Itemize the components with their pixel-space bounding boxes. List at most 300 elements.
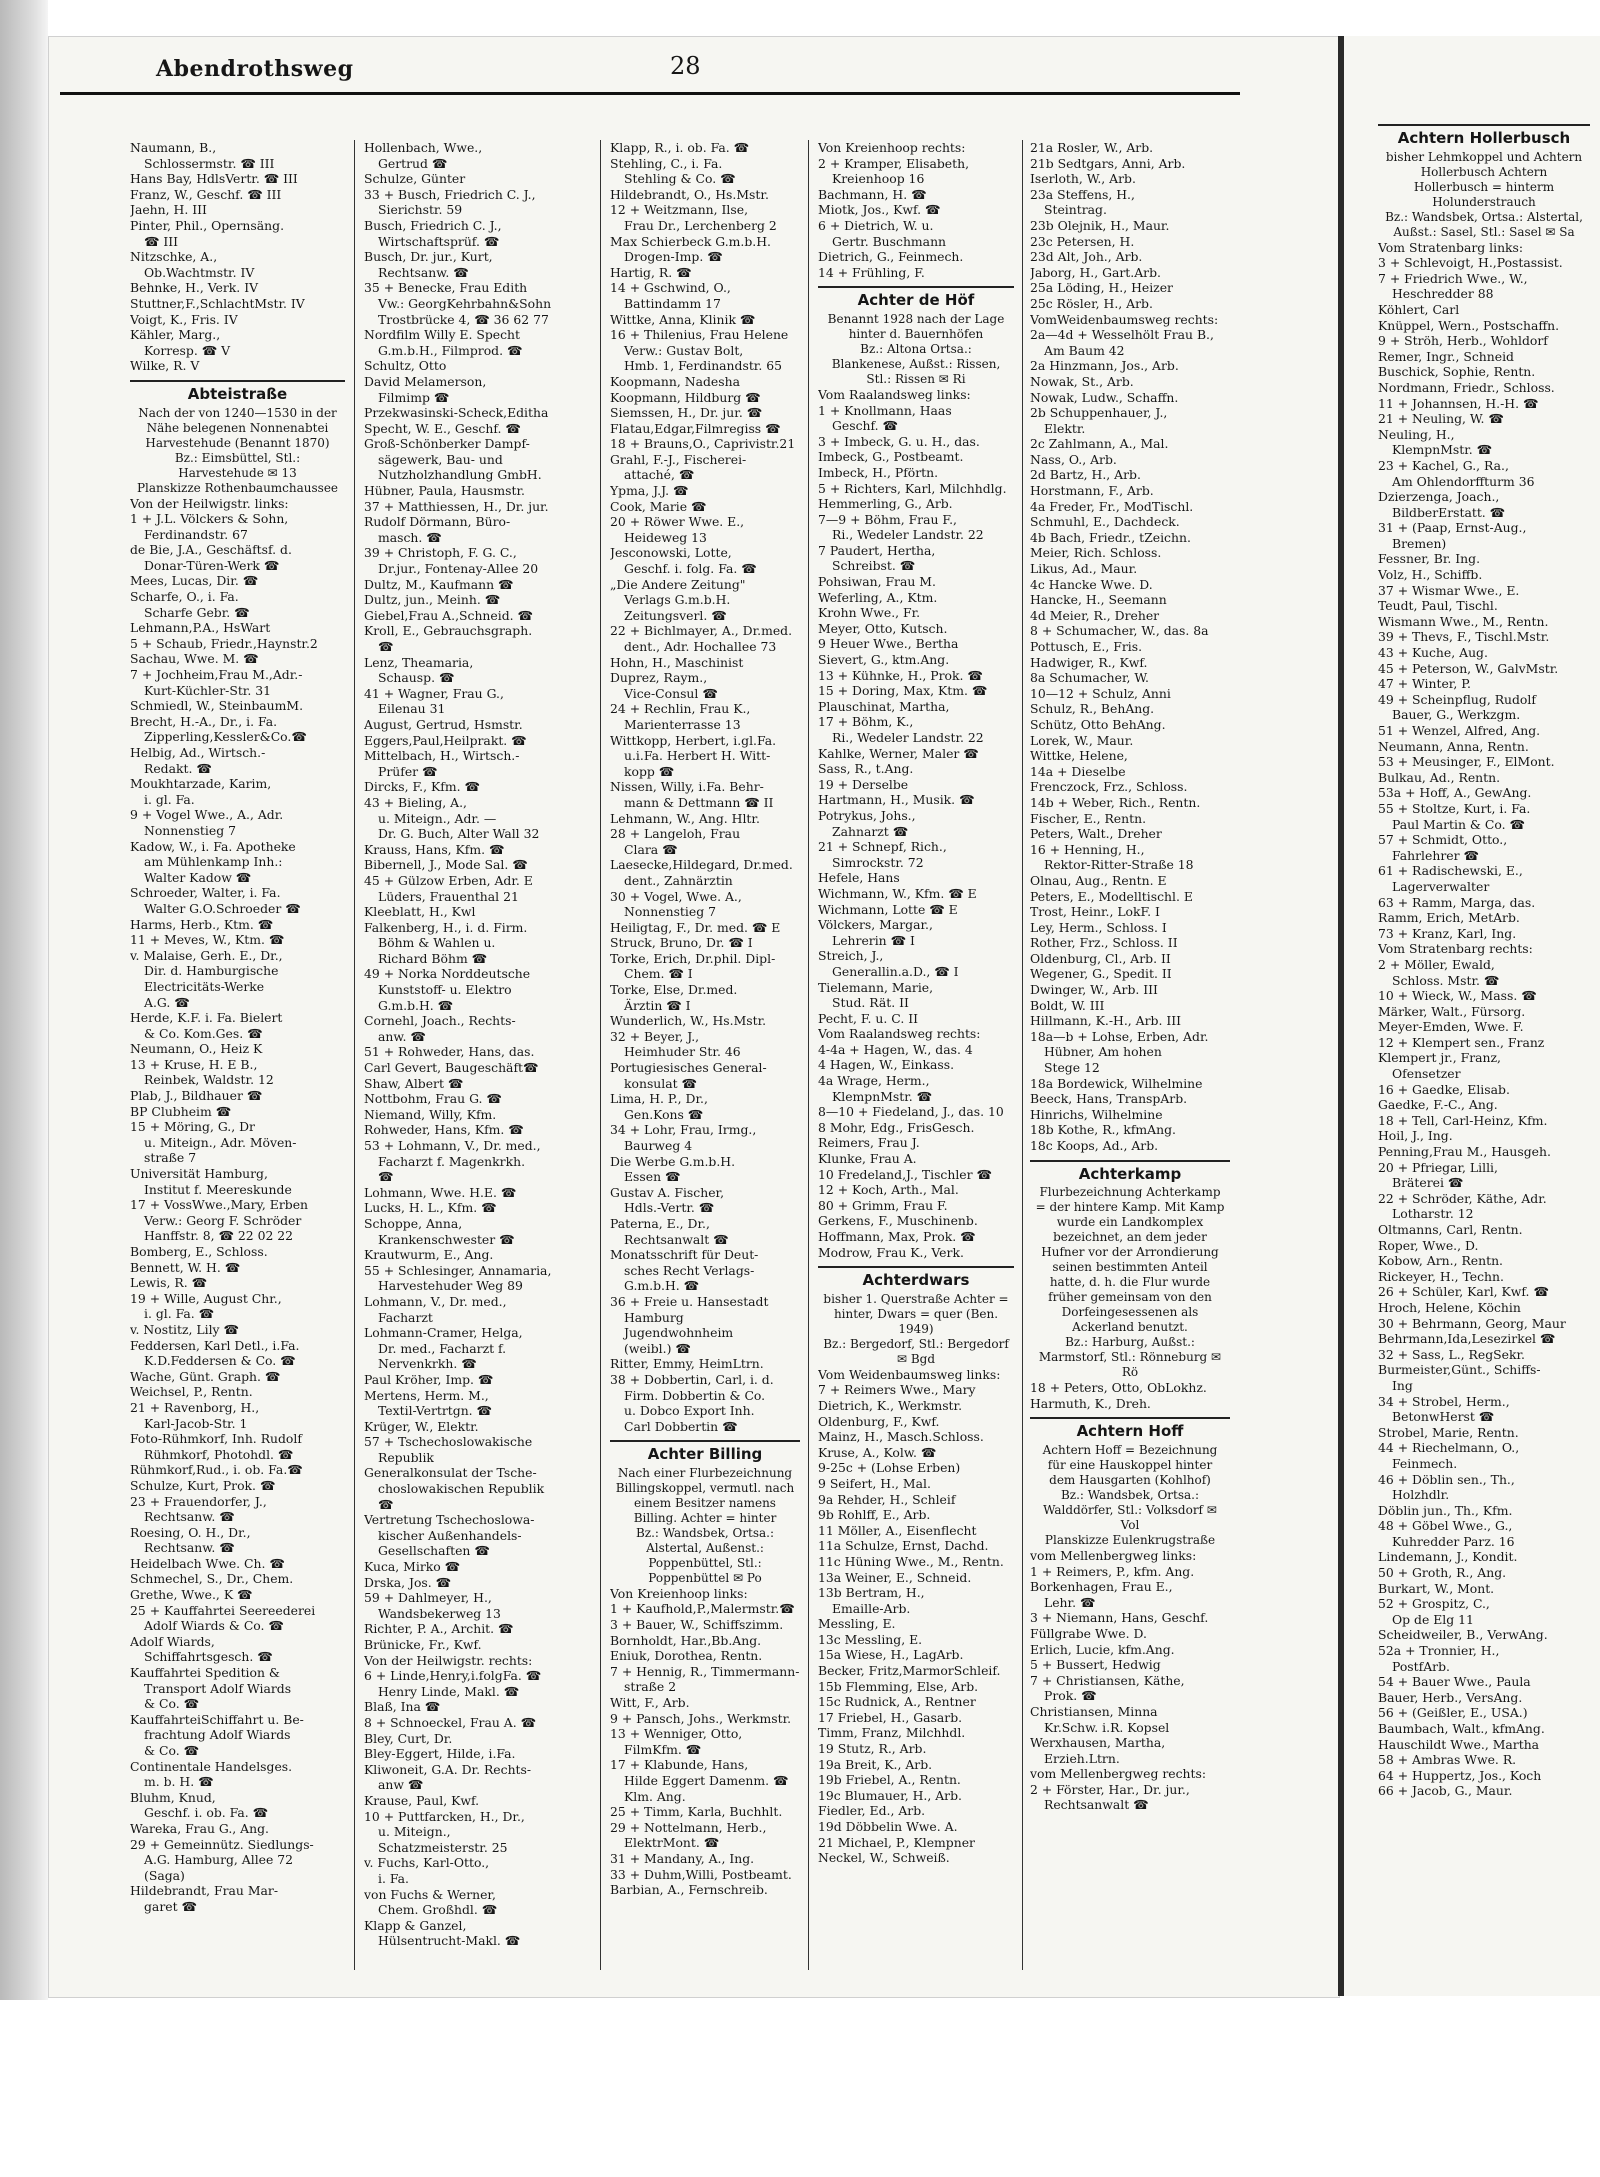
directory-entry: Remer, Ingr., Schneid bbox=[1378, 348, 1514, 364]
entry-continuation: Rechtsanw. ☎ bbox=[144, 1509, 235, 1525]
street-description: Bz.: Wandsbek, Ortsa.: Walddörfer, Stl.: Volksdorf ✉ Vol bbox=[1043, 1487, 1217, 1532]
directory-entry: 17 + Klabunde, Hans, bbox=[610, 1757, 749, 1773]
entry-continuation: Dr. med., Facharzt f. bbox=[378, 1340, 507, 1356]
directory-entry: Richter, P. A., Archit. ☎ bbox=[364, 1621, 514, 1637]
directory-entry: 38 + Dobbertin, Carl, i. d. bbox=[610, 1371, 774, 1387]
directory-entry: Wittke, Anna, Klinik ☎ bbox=[610, 311, 756, 327]
street-description: Bz.: Eimsbüttel, Stl.: Harvestehude ✉ 13 bbox=[174, 450, 301, 480]
directory-entry: 19d Döbbelin Wwe. A. bbox=[818, 1819, 958, 1834]
entry-continuation: Korresp. ☎ V bbox=[144, 342, 231, 358]
directory-entry: Von der Heilwigstr. links: bbox=[130, 495, 289, 511]
entry-continuation: sägewerk, Bau- und bbox=[378, 451, 503, 467]
entry-continuation: Hmb. 1, Ferdinandstr. 65 bbox=[624, 358, 783, 374]
entry-continuation: Verw.: Georg F. Schröder bbox=[144, 1212, 302, 1228]
directory-entry: 19b Friebel, A., Rentn. bbox=[818, 1772, 961, 1788]
entry-continuation: Ri., Wedeler Landstr. 22 bbox=[832, 730, 984, 745]
entry-continuation: masch. ☎ bbox=[378, 529, 442, 545]
directory-entry: Jaehn, H. III bbox=[130, 202, 207, 218]
entry-continuation: Ferdinandstr. 67 bbox=[144, 526, 248, 542]
entry-continuation: Prok. ☎ bbox=[1044, 1688, 1097, 1704]
entry-continuation: mann & Dettmann ☎ II bbox=[624, 794, 774, 810]
directory-entry: 14b + Weber, Rich., Rentn. bbox=[1030, 794, 1201, 810]
directory-entry: Streich, J., bbox=[818, 948, 884, 964]
entry-continuation: Geschf. ☎ bbox=[832, 418, 898, 434]
directory-entry: 16 + Gaedke, Elisab. bbox=[1378, 1081, 1510, 1097]
directory-entry: Schulz, R., BehAng. bbox=[1030, 701, 1155, 717]
entry-continuation: Verlags G.m.b.H. bbox=[624, 592, 731, 608]
directory-entry: Schulze, Günter bbox=[364, 171, 466, 187]
running-title: Abendrothsweg bbox=[156, 56, 354, 82]
directory-entry: Mees, Lucas, Dir. ☎ bbox=[130, 573, 259, 589]
directory-entry: Heiligtag, F., Dr. med. ☎ E bbox=[610, 919, 781, 935]
entry-continuation: Scharfe Gebr. ☎ bbox=[144, 604, 250, 620]
directory-entry: 13 + Kruse, H. E B., bbox=[130, 1056, 258, 1072]
directory-entry: Kobow, Arn., Rentn. bbox=[1378, 1253, 1503, 1269]
directory-entry: 2a—4d + Wesselhölt Frau B., bbox=[1030, 327, 1214, 343]
directory-entry: Füllgrabe Wwe. D. bbox=[1030, 1625, 1147, 1641]
entry-continuation: Lagerverwalter bbox=[1392, 878, 1490, 894]
directory-entry: Duprez, Raym., bbox=[610, 670, 708, 686]
entry-continuation: konsulat ☎ bbox=[624, 1075, 697, 1091]
entry-continuation: Hilde Eggert Damenm. ☎ bbox=[624, 1773, 789, 1788]
directory-entry: 2 + Kramper, Elisabeth, bbox=[818, 155, 970, 171]
directory-entry: Portugiesisches General- bbox=[610, 1060, 767, 1076]
entry-continuation: Simrockstr. 72 bbox=[832, 854, 924, 870]
directory-entry: Nordfilm Willy E. Specht bbox=[364, 327, 520, 343]
directory-entry: Nowak, St., Arb. bbox=[1030, 373, 1134, 389]
directory-entry: 18c Koops, Ad., Arb. bbox=[1030, 1138, 1159, 1153]
directory-entry: Imbeck, G., Postbeamt. bbox=[818, 449, 964, 465]
directory-entry: 80 + Grimm, Frau F. bbox=[818, 1197, 948, 1213]
directory-entry: Krautwurm, E., Ang. bbox=[364, 1247, 494, 1263]
directory-entry: 23 + Frauendorfer, J., bbox=[130, 1493, 267, 1509]
directory-entry: Strobel, Marie, Rentn. bbox=[1378, 1424, 1519, 1440]
directory-entry: Witt, F., Arb. bbox=[610, 1695, 690, 1711]
directory-entry: 11 + Johannsen, H.-H. ☎ bbox=[1378, 395, 1539, 411]
directory-entry: Beeck, Hans, TranspArb. bbox=[1030, 1091, 1188, 1107]
directory-entry: 39 + Christoph, F. G. C., bbox=[364, 545, 517, 561]
directory-entry: Behnke, H., Verk. IV bbox=[130, 280, 259, 296]
entry-continuation: Walter Kadow ☎ bbox=[144, 869, 252, 885]
entry-continuation: Kuhredder Parz. 16 bbox=[1392, 1533, 1515, 1549]
entry-continuation: Generallin.a.D., ☎ I bbox=[832, 963, 959, 979]
directory-entry: Nordmann, Friedr., Schloss. bbox=[1378, 379, 1555, 395]
entry-continuation: Redakt. ☎ bbox=[144, 760, 212, 776]
directory-entry: Dultz, jun., Meinh. ☎ bbox=[364, 592, 501, 608]
directory-entry: 49 + Scheinpflug, Rudolf bbox=[1378, 691, 1536, 707]
directory-entry: 4c Hancke Wwe. D. bbox=[1030, 576, 1153, 592]
entry-continuation: Krankenschwester ☎ bbox=[378, 1231, 515, 1247]
directory-entry: 17 Friebel, H., Gasarb. bbox=[818, 1709, 963, 1725]
entry-continuation: KlempnMstr. ☎ bbox=[832, 1088, 933, 1104]
directory-entry: 51 + Rohweder, Hans, das. bbox=[364, 1044, 535, 1060]
directory-entry: Die Werbe G.m.b.H. bbox=[610, 1153, 736, 1169]
directory-entry: Peters, E., Modelltischl. E bbox=[1030, 888, 1193, 904]
directory-entry: 23b Olejnik, H., Maur. bbox=[1030, 217, 1170, 233]
directory-entry: 32 + Sass, L., RegSekr. bbox=[1378, 1346, 1525, 1362]
column-5 bbox=[1030, 140, 1230, 1970]
directory-entry: 10 + Puttfarcken, H., Dr., bbox=[364, 1808, 525, 1824]
directory-entry: 55 + Schlesinger, Annamaria, bbox=[364, 1262, 552, 1278]
entry-continuation: straße 7 bbox=[144, 1150, 197, 1166]
directory-entry: Koopmann, Hildburg ☎ bbox=[610, 389, 761, 405]
directory-entry: Voigt, K., Fris. IV bbox=[130, 311, 238, 327]
directory-entry: 55 + Stoltze, Kurt, i. Fa. bbox=[1378, 800, 1531, 816]
directory-entry: Gaedke, F.-C., Ang. bbox=[1378, 1097, 1498, 1113]
directory-entry: 9a Rehder, H., Schleif bbox=[818, 1491, 956, 1507]
directory-entry: 23c Petersen, H. bbox=[1030, 233, 1135, 249]
directory-entry: Monatsschrift für Deut- bbox=[610, 1247, 759, 1263]
street-heading: Achter Billing bbox=[610, 1440, 800, 1463]
entry-continuation: Gesellschaften ☎ bbox=[378, 1543, 490, 1559]
directory-entry: 2 + Förster, Har., Dr. jur., bbox=[1030, 1781, 1190, 1797]
directory-entry: August, Gertrud, Hsmstr. bbox=[364, 716, 523, 732]
directory-entry: 10—12 + Schulz, Anni bbox=[1030, 685, 1171, 701]
entry-continuation: sches Recht Verlags- bbox=[624, 1262, 755, 1278]
entry-continuation: Ofensetzer bbox=[1392, 1066, 1461, 1082]
entry-continuation: BildberErstatt. ☎ bbox=[1392, 504, 1506, 520]
directory-entry: vom Mellenbergweg links: bbox=[1030, 1547, 1197, 1563]
entry-continuation: Wandsbekerweg 13 bbox=[378, 1605, 501, 1621]
directory-entry: Olnau, Aug., Rentn. E bbox=[1030, 872, 1167, 888]
entry-continuation: Vw.: GeorgKehrbahn&Sohn bbox=[378, 295, 552, 311]
directory-entry: Roesing, O. H., Dr., bbox=[130, 1524, 251, 1540]
directory-entry: Lenz, Theamaria, bbox=[364, 654, 474, 670]
directory-entry: Paul Kröher, Imp. ☎ bbox=[364, 1371, 494, 1387]
entry-continuation: Stud. Rät. II bbox=[832, 995, 909, 1011]
directory-entry: Continentale Handelsges. bbox=[130, 1758, 293, 1774]
directory-entry: 56 + (Geißler, E., USA.) bbox=[1378, 1705, 1528, 1721]
directory-entry: Drska, Jos. ☎ bbox=[364, 1574, 452, 1590]
entry-continuation: (Saga) bbox=[144, 1867, 185, 1883]
entry-continuation: Vice-Consul ☎ bbox=[624, 685, 718, 701]
entry-continuation: Ärztin ☎ I bbox=[624, 997, 691, 1013]
entry-continuation: Steintrag. bbox=[1044, 202, 1107, 218]
directory-entry: Groß-Schönberker Dampf- bbox=[364, 436, 530, 452]
directory-entry: Dietrich, G., Feinmech. bbox=[818, 249, 964, 265]
entry-continuation: Carl Dobbertin ☎ bbox=[624, 1418, 738, 1434]
directory-entry: 8a Schumacher, W. bbox=[1030, 670, 1149, 686]
directory-entry: Neckel, W., Schweiß. bbox=[818, 1850, 950, 1866]
directory-entry: Lindemann, J., Kondit. bbox=[1378, 1549, 1518, 1565]
directory-entry: 53 + Meusinger, F., ElMont. bbox=[1378, 754, 1555, 770]
entry-continuation: Holzhdlr. bbox=[1392, 1487, 1450, 1503]
directory-entry: 16 + Henning, H., bbox=[1030, 841, 1145, 857]
directory-entry: 8 + Schumacher, W., das. 8a bbox=[1030, 623, 1209, 639]
directory-entry: 1 + Reimers, P., kfm. Ang. bbox=[1030, 1563, 1195, 1579]
directory-entry: Penning,Frau M., Hausgeh. bbox=[1378, 1144, 1551, 1160]
directory-entry: 11a Schulze, Ernst, Dachd. bbox=[818, 1538, 989, 1554]
directory-entry: 11 + Meves, W., Ktm. ☎ bbox=[130, 932, 285, 948]
directory-entry: Grethe, Wwe., K ☎ bbox=[130, 1587, 253, 1603]
directory-entry: 51 + Wenzel, Alfred, Ang. bbox=[1378, 723, 1541, 738]
directory-entry: Naumann, B., bbox=[130, 140, 217, 155]
entry-continuation: Sierichstr. 59 bbox=[378, 202, 463, 218]
directory-entry: 25c Rösler, H., Arb. bbox=[1030, 295, 1153, 311]
directory-entry: Messling, E. bbox=[818, 1616, 896, 1632]
directory-entry: Kliwoneit, G.A. Dr. Rechts- bbox=[364, 1761, 532, 1777]
directory-entry: Torke, Erich, Dr.phil. Dipl- bbox=[610, 950, 776, 966]
entry-continuation: Rechtsanw. ☎ bbox=[378, 264, 469, 280]
directory-entry: 7 + Friedrich Wwe., W., bbox=[1378, 270, 1528, 286]
directory-entry: 4d Meier, R., Dreher bbox=[1030, 607, 1160, 623]
directory-entry: 18 + Tell, Carl-Heinz, Kfm. bbox=[1378, 1112, 1548, 1128]
entry-continuation: straße 2 bbox=[624, 1679, 677, 1695]
entry-continuation: u. Miteign., bbox=[378, 1824, 451, 1840]
entry-continuation: attaché, ☎ bbox=[624, 467, 695, 483]
directory-entry: 2 + Möller, Ewald, bbox=[1378, 956, 1495, 972]
directory-entry: 2c Zahlmann, A., Mal. bbox=[1030, 436, 1169, 452]
directory-entry: 25 + Timm, Karla, Buchhlt. bbox=[610, 1804, 783, 1820]
directory-entry: 19 Stutz, R., Arb. bbox=[818, 1741, 927, 1757]
directory-entry: 18 + Brauns,O., Caprivistr.21 bbox=[610, 436, 796, 452]
directory-entry: Wunderlich, W., Hs.Mstr. bbox=[610, 1013, 767, 1029]
directory-entry: 21a Rosler, W., Arb. bbox=[1030, 140, 1154, 155]
column-divider bbox=[1022, 140, 1023, 1970]
directory-entry: Feddersen, Karl Detl., i.Fa. bbox=[130, 1337, 300, 1353]
directory-entry: Krauss, Hans, Kfm. ☎ bbox=[364, 841, 505, 857]
directory-entry: 20 + Pfriegar, Lilli, bbox=[1378, 1159, 1498, 1175]
directory-entry: Ley, Herm., Schloss. I bbox=[1030, 919, 1167, 935]
directory-entry: 9-25c + (Lohse Erben) bbox=[818, 1460, 961, 1476]
directory-entry: Helbig, Ad., Wirtsch.- bbox=[130, 745, 266, 760]
directory-entry: Schmuhl, E., Dachdeck. bbox=[1030, 514, 1180, 530]
entry-continuation: Dr.jur., Fontenay-Allee 20 bbox=[378, 561, 539, 577]
directory-entry: Kruse, A., Kolw. ☎ bbox=[818, 1444, 937, 1460]
directory-entry: Cook, Marie ☎ bbox=[610, 498, 707, 514]
entry-continuation: dent., Adr. Hochallee 73 bbox=[624, 639, 777, 654]
directory-entry: Hoil, J., Ing. bbox=[1378, 1128, 1453, 1144]
street-description: bisher 1. Querstraße Achter = hinter, Dwars = quer (Ben. 1949) bbox=[823, 1291, 1009, 1336]
directory-entry: 45 + Gülzow Erben, Adr. E bbox=[364, 872, 533, 888]
directory-entry: Hohn, H., Maschinist bbox=[610, 654, 744, 670]
entry-continuation: & Co. ☎ bbox=[144, 1743, 200, 1758]
entry-continuation: Verw.: Gustav Bolt, bbox=[624, 342, 744, 358]
directory-entry: Ramm, Erich, MetArb. bbox=[1378, 910, 1520, 926]
directory-entry: 43 + Bieling, A., bbox=[364, 794, 467, 810]
directory-entry: 19 + Derselbe bbox=[818, 776, 909, 792]
entry-continuation: Institut f. Meereskunde bbox=[144, 1181, 292, 1197]
directory-entry: Bennett, W. H. ☎ bbox=[130, 1259, 241, 1275]
directory-entry: 47 + Winter, P. bbox=[1378, 676, 1471, 692]
directory-entry: 31 + (Paap, Ernst-Aug., bbox=[1378, 520, 1527, 536]
directory-entry: Harms, Herb., Ktm. ☎ bbox=[130, 916, 274, 932]
entry-continuation: Marienterrasse 13 bbox=[624, 716, 741, 732]
directory-entry: Hollenbach, Wwe., bbox=[364, 140, 483, 155]
directory-entry: Potrykus, Johs., bbox=[818, 807, 916, 823]
street-description: Bz.: Bergedorf, Stl.: Bergedorf ✉ Bgd bbox=[823, 1336, 1009, 1366]
directory-entry: Neumann, O., Heiz K bbox=[130, 1041, 263, 1057]
directory-entry: Siemssen, H., Dr. jur. ☎ bbox=[610, 405, 763, 421]
directory-entry: 21 + Neuling, W. ☎ bbox=[1378, 411, 1504, 427]
entry-continuation: frachtung Adolf Wiards bbox=[144, 1727, 291, 1743]
directory-entry: 1 + Knollmann, Haas bbox=[818, 402, 952, 418]
directory-entry: Specht, W. E., Geschf. ☎ bbox=[364, 420, 521, 436]
directory-entry: Hartmann, H., Musik. ☎ bbox=[818, 792, 975, 808]
entry-continuation: Dr. G. Buch, Alter Wall 32 bbox=[378, 826, 540, 842]
directory-entry: Sass, R., t.Ang. bbox=[818, 761, 914, 777]
directory-entry: 2d Bartz, H., Arb. bbox=[1030, 467, 1141, 483]
entry-continuation: Rühmkorf, Photohdl. ☎ bbox=[144, 1446, 294, 1462]
entry-continuation: Kunststoff- u. Elektro bbox=[378, 982, 512, 998]
directory-entry: von Fuchs & Werner, bbox=[364, 1886, 496, 1902]
entry-continuation: Schatzmeisterstr. 25 bbox=[378, 1839, 508, 1855]
entry-continuation: Filmimp ☎ bbox=[378, 389, 450, 405]
directory-entry: Becker, Fritz,MarmorSchleif. bbox=[818, 1663, 1001, 1679]
entry-continuation: Reinbek, Waldstr. 12 bbox=[144, 1072, 274, 1088]
directory-entry: Bley, Curt, Dr. bbox=[364, 1730, 453, 1746]
column-4 bbox=[818, 140, 1014, 1970]
directory-entry: 32 + Beyer, J., bbox=[610, 1028, 700, 1044]
directory-entry: Hans Bay, HdlsVertr. ☎ III bbox=[130, 171, 298, 187]
directory-entry: Torke, Else, Dr.med. bbox=[610, 982, 738, 998]
directory-entry: Vom Stratenbarg rechts: bbox=[1378, 941, 1533, 957]
directory-entry: Hübner, Paula, Hausmstr. bbox=[364, 483, 525, 499]
directory-entry: Vom Raalandsweg rechts: bbox=[818, 1026, 981, 1042]
directory-entry: Giebel,Frau A.,Schneid. ☎ bbox=[364, 607, 533, 623]
directory-entry: 7—9 + Böhm, Frau F., bbox=[818, 511, 957, 527]
directory-entry: Schroeder, Walter, i. Fa. bbox=[130, 885, 281, 901]
column-divider bbox=[808, 140, 809, 1970]
directory-entry: Mainz, H., Masch.Schloss. bbox=[818, 1429, 984, 1445]
directory-entry: Schultz, Otto bbox=[364, 358, 447, 374]
directory-entry: Jesconowski, Lotte, bbox=[610, 545, 732, 561]
directory-entry: 21 + Ravenborg, H., bbox=[130, 1399, 260, 1415]
street-description: Planskizze Eulenkrugstraße bbox=[1044, 1532, 1216, 1547]
entry-continuation: Erzieh.Ltrn. bbox=[1044, 1750, 1120, 1766]
directory-entry: Roper, Wwe., D. bbox=[1378, 1237, 1479, 1253]
entry-continuation: ElektrMont. ☎ bbox=[624, 1835, 720, 1851]
directory-entry: 59 + Dahlmeyer, H., bbox=[364, 1590, 492, 1606]
entry-continuation: anw ☎ bbox=[378, 1777, 424, 1793]
directory-entry: 3 + Imbeck, G. u. H., das. bbox=[818, 433, 980, 449]
directory-entry: 57 + Schmidt, Otto., bbox=[1378, 832, 1508, 848]
street-description: Bz.: Harburg, Außst.: Marmstorf, Stl.: Rönneburg ✉ Rö bbox=[1038, 1335, 1222, 1380]
directory-entry: Schmechel, S., Dr., Chem. bbox=[130, 1571, 294, 1587]
directory-entry: Volz, H., Schiffb. bbox=[1378, 567, 1483, 583]
entry-continuation: Chem. Großhdl. ☎ bbox=[378, 1902, 498, 1918]
directory-entry: Bley-Eggert, Hilde, i.Fa. bbox=[364, 1746, 516, 1762]
directory-entry: 18b Kothe, R., kfmAng. bbox=[1030, 1122, 1176, 1138]
directory-entry: 54 + Bauer Wwe., Paula bbox=[1378, 1674, 1531, 1690]
entry-continuation: Facharzt bbox=[378, 1309, 433, 1325]
street-heading: Achtern Hoff bbox=[1030, 1417, 1230, 1440]
entry-continuation: A.G. ☎ bbox=[144, 994, 190, 1010]
directory-entry: Kahlke, Werner, Maler ☎ bbox=[818, 745, 979, 761]
street-heading: Achter de Höf bbox=[818, 286, 1014, 309]
directory-entry: Pecht, F. u. C. II bbox=[818, 1010, 918, 1026]
entry-continuation: Hdls.-Vertr. ☎ bbox=[624, 1200, 715, 1216]
directory-entry: Hadwiger, R., Kwf. bbox=[1030, 654, 1148, 670]
directory-entry: Wilke, R. V bbox=[130, 358, 200, 374]
entry-continuation: Lehrerin ☎ I bbox=[832, 932, 915, 948]
entry-continuation: Facharzt f. Magenkrkh. bbox=[378, 1153, 526, 1169]
directory-entry: Scheidweiler, B., VerwAng. bbox=[1378, 1627, 1548, 1643]
directory-entry: Stehling, C., i. Fa. bbox=[610, 155, 723, 171]
directory-entry: 9 Seifert, H., Mal. bbox=[818, 1475, 931, 1491]
entry-continuation: Klm. Ang. bbox=[624, 1788, 686, 1804]
scan-edge-shadow bbox=[0, 0, 48, 2000]
entry-continuation: Am Baum 42 bbox=[1044, 342, 1125, 358]
directory-entry: Hinrichs, Wilhelmine bbox=[1030, 1106, 1163, 1122]
directory-entry: Pottusch, E., Fris. bbox=[1030, 639, 1143, 654]
directory-entry: BP Clubheim ☎ bbox=[130, 1103, 232, 1119]
directory-entry: Oldenburg, F., Kwf. bbox=[818, 1413, 940, 1429]
directory-entry: KauffahrteiSchiffahrt u. Be- bbox=[130, 1711, 304, 1727]
directory-entry: Meyer, Otto, Kutsch. bbox=[818, 620, 948, 636]
directory-entry: Völckers, Margar., bbox=[818, 917, 933, 933]
directory-entry: 19 + Wille, August Chr., bbox=[130, 1290, 282, 1306]
entry-continuation: Donar-Türen-Werk ☎ bbox=[144, 557, 280, 573]
directory-entry: Falkenberg, H., i. d. Firm. bbox=[364, 919, 528, 935]
directory-entry: Nowak, Ludw., Schaffn. bbox=[1030, 389, 1179, 405]
directory-entry: Ypma, J.J. ☎ bbox=[610, 483, 689, 499]
directory-entry: 2a Hinzmann, Jos., Arb. bbox=[1030, 358, 1179, 374]
directory-entry: Burmeister,Günt., Schiffs- bbox=[1378, 1362, 1541, 1378]
entry-continuation: KlempnMstr. ☎ bbox=[1392, 442, 1493, 458]
directory-entry: Krohn Wwe., Fr. bbox=[818, 605, 921, 621]
directory-entry: Franz, W., Geschf. ☎ III bbox=[130, 186, 282, 202]
directory-entry: Scharfe, O., i. Fa. bbox=[130, 589, 239, 605]
directory-entry: Vertretung Tschechoslowa- bbox=[364, 1512, 535, 1528]
directory-entry: 37 + Matthiessen, H., Dr. jur. bbox=[364, 498, 549, 514]
directory-entry: 52 + Grospitz, C., bbox=[1378, 1596, 1490, 1612]
entry-continuation: Schiffahrtsgesch. ☎ bbox=[144, 1649, 273, 1665]
directory-entry: 4 Hagen, W., Einkass. bbox=[818, 1057, 955, 1073]
directory-entry: Klapp, R., i. ob. Fa. ☎ bbox=[610, 140, 750, 155]
directory-entry: 1 + J.L. Völckers & Sohn, bbox=[130, 511, 289, 527]
directory-entry: 10 Fredeland,J., Tischler ☎ bbox=[818, 1166, 992, 1182]
directory-entry: Fiedler, Ed., Arb. bbox=[818, 1803, 926, 1819]
directory-entry: 17 + VossWwe.,Mary, Erben bbox=[130, 1197, 309, 1213]
entry-continuation: Frau Dr., Lerchenberg 2 bbox=[624, 217, 777, 233]
entry-continuation: Republik bbox=[378, 1449, 434, 1465]
directory-entry: Hoffmann, Max, Prok. ☎ bbox=[818, 1229, 976, 1244]
directory-entry: 58 + Ambras Wwe. R. bbox=[1378, 1752, 1517, 1768]
directory-entry: 16 + Thilenius, Frau Helene bbox=[610, 327, 789, 343]
entry-continuation: Lotharstr. 12 bbox=[1392, 1206, 1474, 1222]
entry-continuation: Baurweg 4 bbox=[624, 1138, 693, 1153]
directory-entry: Nass, O., Arb. bbox=[1030, 451, 1117, 467]
directory-entry: 21 Michael, P., Klempner bbox=[818, 1834, 975, 1850]
street-description: bisher Lehmkoppel und Achtern Hollerbusch Achtern Hollerbusch = hinterm Holunderstrauch bbox=[1385, 149, 1583, 209]
directory-entry: Meier, Rich. Schloss. bbox=[1030, 545, 1162, 561]
directory-entry: Lucks, H. L., Kfm. ☎ bbox=[364, 1200, 497, 1216]
directory-entry: Döblin jun., Th., Kfm. bbox=[1378, 1502, 1513, 1518]
directory-entry: Oltmanns, Carl, Rentn. bbox=[1378, 1222, 1523, 1237]
directory-entry: 5 + Richters, Karl, Milchhdlg. bbox=[818, 480, 1007, 496]
directory-entry: 35 + Benecke, Frau Edith bbox=[364, 280, 528, 296]
directory-entry: Hillmann, K.-H., Arb. III bbox=[1030, 1013, 1182, 1029]
entry-continuation: u.i.Fa. Herbert H. Witt- bbox=[624, 748, 771, 764]
entry-continuation: Gen.Kons ☎ bbox=[624, 1106, 704, 1122]
entry-continuation: Bauer, G., Werkzgm. bbox=[1392, 707, 1521, 723]
directory-entry: 25 + Kauffahrtei Seereederei bbox=[130, 1602, 316, 1618]
directory-entry: Nottbohm, Frau G. ☎ bbox=[364, 1091, 502, 1107]
entry-continuation: Geschf. i. folg. Fa. ☎ bbox=[624, 561, 757, 577]
directory-entry: Schütz, Otto BehAng. bbox=[1030, 716, 1166, 732]
directory-entry: Krause, Paul, Kwf. bbox=[364, 1792, 480, 1808]
entry-continuation: Ri., Wedeler Landstr. 22 bbox=[832, 527, 984, 543]
directory-entry: Stuttner,F.,SchlachtMstr. IV bbox=[130, 295, 305, 311]
directory-entry: 22 + Schröder, Käthe, Adr. bbox=[1378, 1190, 1547, 1206]
directory-entry: Likus, Ad., Maur. bbox=[1030, 561, 1138, 577]
directory-entry: Rickeyer, H., Techn. bbox=[1378, 1268, 1504, 1284]
column-1 bbox=[130, 140, 345, 1970]
directory-entry: 53a + Hoff, A., GewAng. bbox=[1378, 785, 1532, 801]
directory-entry: Max Schierbeck G.m.b.H. bbox=[610, 233, 771, 249]
entry-continuation: ☎ III bbox=[144, 233, 179, 249]
